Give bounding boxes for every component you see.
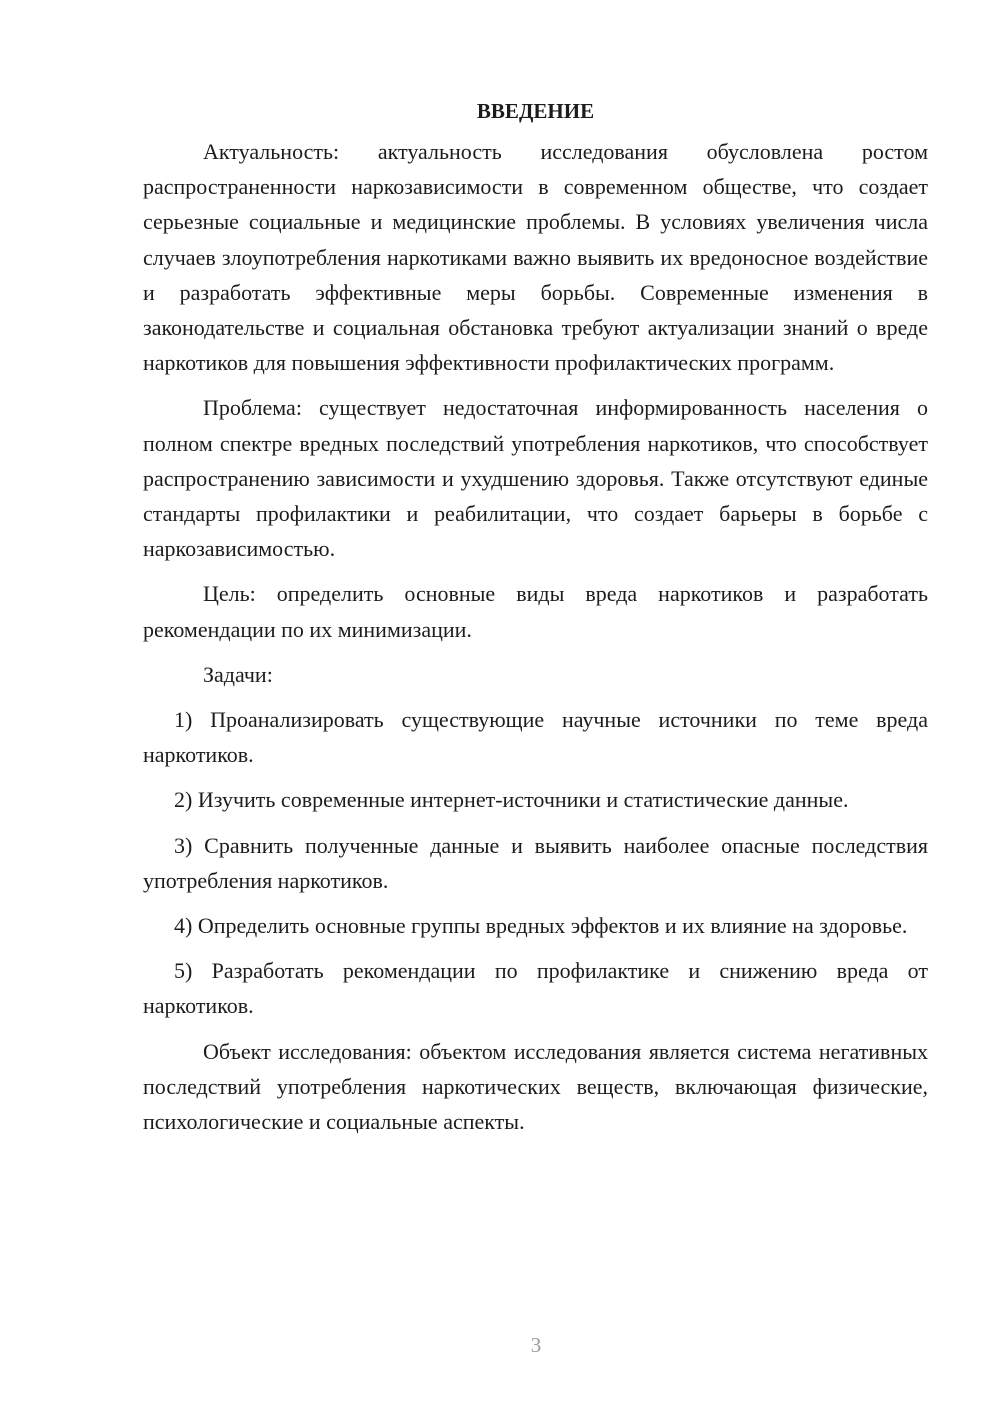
object-paragraph: Объект исследования: объектом исследования является система негативных последствий употребления наркотических веществ, включающая физические, психологические и социальные аспекты. [143,1038,928,1135]
task-item-5: 5) Разработать рекомендации по профилактике и снижению вреда от наркотиков. [143,958,928,1019]
tasks-label: Задачи: [203,661,273,687]
problem-paragraph: Проблема: существует недостаточная информированность населения о полном спектре вредных последствий употребления наркотиков, что способствует распространению зависимости и ухудшению здоровья. Также отсутствуют единые стандарты профилактики и реабилитации, что создает барьеры в борьбе с наркозависимостью. [143,395,928,562]
task-item-2: 2) Изучить современные интернет-источники и статистические данные. [174,787,849,813]
page-content [143,95,928,1139]
task-item-4: 4) Определить основные группы вредных эффектов и их влияние на здоровье. [174,913,908,939]
relevance-paragraph: Актуальность: актуальность исследования обусловлена ростом распространенности наркозависимости в современном обществе, что создает серьезные социальные и медицинские проблемы. В условиях увеличения числа случаев злоупотребления наркотиками важно выявить их вредоносное воздействие и разработать эффективные меры борьбы. Современные изменения в законодательстве и социальная обстановка требуют актуализации знаний о вреде наркотиков для повышения эффективности профилактических программ. [143,139,928,376]
goal-paragraph: Цель: определить основные виды вреда наркотиков и разработать рекомендации по их минимизации. [143,581,928,642]
task-item-1: 1) Проанализировать существующие научные источники по теме вреда наркотиков. [143,707,928,768]
task-item-3: 3) Сравнить полученные данные и выявить наиболее опасные последствия употребления наркотиков. [143,832,928,893]
section-heading: ВВЕДЕНИЕ [476,99,595,123]
page-number: 3 [530,1333,542,1357]
